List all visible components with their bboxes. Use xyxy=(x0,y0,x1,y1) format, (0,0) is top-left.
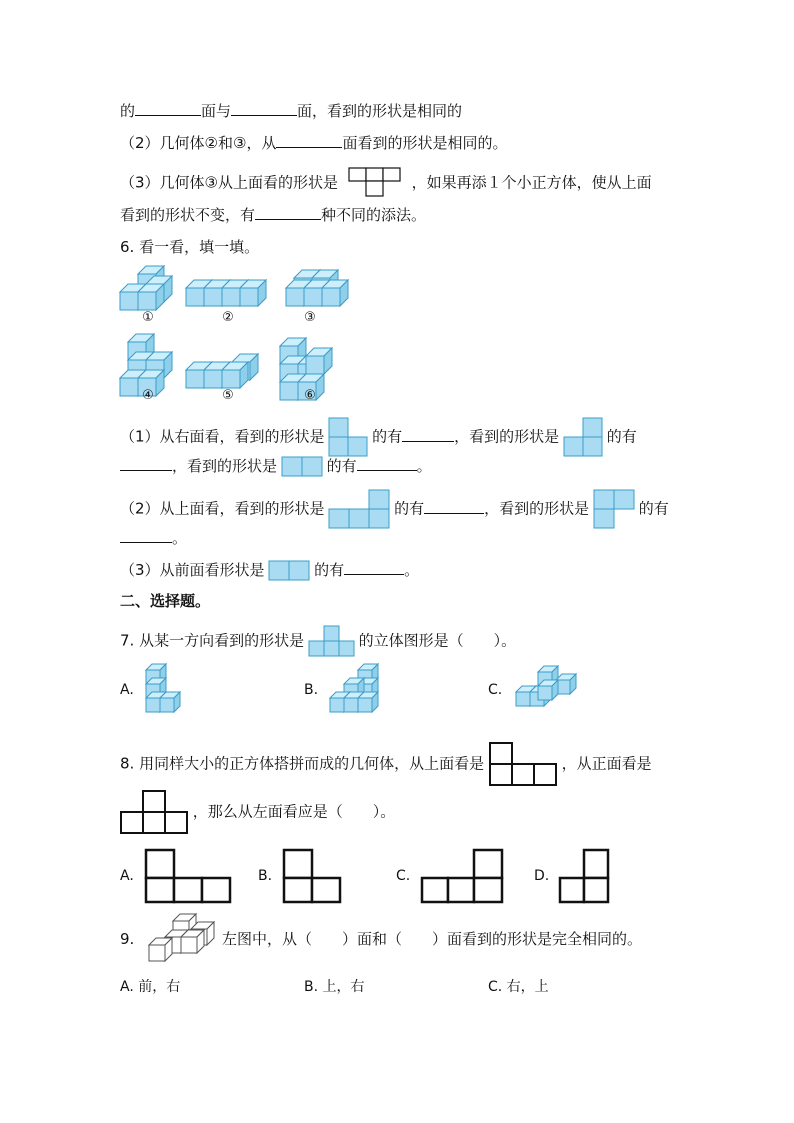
q6-part2b: 。 xyxy=(120,527,187,549)
answer-blank[interactable] xyxy=(231,100,297,116)
top-view-t-shape-icon xyxy=(347,168,403,198)
answer-blank[interactable] xyxy=(357,455,417,471)
q9-option-b[interactable]: B. 上，右 xyxy=(304,979,365,995)
q7-view-shape-icon xyxy=(309,626,354,656)
q8-option-figures xyxy=(140,846,620,906)
answer-blank[interactable] xyxy=(135,100,201,116)
q9-solid-figure-icon xyxy=(145,912,221,964)
q8-figure-b-icon xyxy=(284,850,340,902)
view-two-squares-icon xyxy=(282,457,322,476)
q5-part3b: 看到的形状不变，有 种不同的添法。 xyxy=(120,206,427,224)
q8-figure-a-icon xyxy=(146,850,230,902)
q8-stem: 8. 用同样大小的正方体搭拼而成的几何体，从上面看是 ，从正面看是 xyxy=(120,742,652,786)
answer-blank[interactable] xyxy=(120,527,172,543)
solid-label-4: ④ xyxy=(142,388,154,403)
q5-part2: （2）几何体②和③，从 面看到的形状是相同的。 xyxy=(120,134,508,152)
q6-solids-figure xyxy=(110,262,370,402)
solid-label-2: ② xyxy=(222,310,234,325)
answer-blank[interactable] xyxy=(424,498,484,514)
q9-stem: 9. xyxy=(120,930,135,948)
q6-part1b: ，看到的形状是 的有 。 xyxy=(120,455,432,477)
q7-figure-c-icon xyxy=(516,666,576,706)
view-step-shape-icon xyxy=(329,490,389,528)
solid-1-icon xyxy=(120,266,172,310)
q8-figure-d-icon xyxy=(560,850,608,902)
q9-stem-text: 左图中，从（ ）面和（ ）面看到的形状是完全相同的。 xyxy=(222,930,643,948)
q6-title: 6. 看一看，填一填。 xyxy=(120,238,260,256)
solid-3-icon xyxy=(286,270,348,306)
answer-blank[interactable] xyxy=(402,426,454,442)
solid-2-icon xyxy=(186,280,266,306)
q7-option-figures xyxy=(140,660,600,720)
solid-label-5: ⑤ xyxy=(222,388,234,403)
solid-label-1: ① xyxy=(142,310,154,325)
q8-figure-c-icon xyxy=(422,850,502,902)
q7-option-b[interactable]: B. xyxy=(304,682,319,698)
q7-option-a[interactable]: A. xyxy=(120,682,134,698)
answer-blank[interactable] xyxy=(120,455,172,471)
answer-blank[interactable] xyxy=(276,132,342,148)
q8-top-view-icon xyxy=(489,742,557,786)
section-heading: 二、选择题。 xyxy=(120,592,211,610)
q8-front-view-icon xyxy=(120,790,188,834)
view-l-shape-icon xyxy=(329,418,367,456)
q9-option-c[interactable]: C. 右，上 xyxy=(488,979,549,995)
q8-option-c[interactable]: C. xyxy=(396,868,411,884)
q7-option-c[interactable]: C. xyxy=(488,682,503,698)
answer-blank[interactable] xyxy=(255,204,321,220)
view-gamma-shape-icon xyxy=(594,490,634,528)
q8-stem-2: ，那么从左面看应是（ ）。 xyxy=(120,790,395,834)
q6-part1: （1）从右面看，看到的形状是 的有 ，看到的形状是 的有 xyxy=(120,418,637,456)
q7-figure-b-icon xyxy=(330,664,378,712)
q5-part3: （3）几何体③从上面看的形状是 ，如果再添１个小正方体，使从上面 xyxy=(120,168,652,198)
q8-option-a[interactable]: A. xyxy=(120,868,134,884)
q7-figure-a-icon xyxy=(146,664,180,712)
solid-5-icon xyxy=(186,354,258,388)
view-two-squares-icon xyxy=(269,561,309,580)
q7-stem: 7. 从某一方向看到的形状是 的立体图形是（ ）。 xyxy=(120,626,516,656)
q6-part2: （2）从上面看，看到的形状是 的有 ，看到的形状是 的有 xyxy=(120,490,669,528)
solid-4-icon xyxy=(120,334,172,396)
q5-line1: 的 面与 面，看到的形状是相同的 xyxy=(120,102,463,120)
solid-label-6: ⑥ xyxy=(304,388,316,403)
q8-option-b[interactable]: B. xyxy=(258,868,273,884)
q6-part3: （3）从前面看形状是 的有 。 xyxy=(120,561,420,579)
solid-label-3: ③ xyxy=(304,310,316,325)
view-reverse-l-shape-icon xyxy=(564,418,602,456)
q9-option-a[interactable]: A. 前，右 xyxy=(120,979,181,995)
q8-option-d[interactable]: D. xyxy=(534,868,550,884)
answer-blank[interactable] xyxy=(344,559,404,575)
